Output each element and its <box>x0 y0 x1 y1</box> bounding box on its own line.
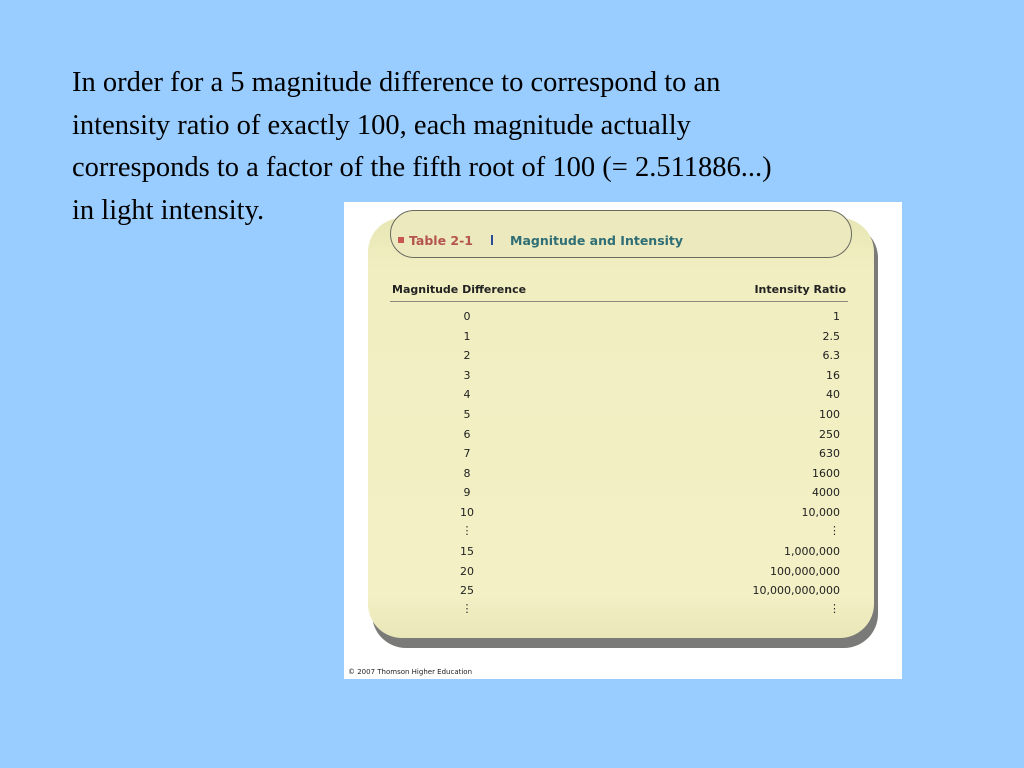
table-title: Magnitude and Intensity <box>510 232 684 248</box>
intensity-ratio-cell: 4000 <box>812 486 840 500</box>
table-body <box>344 310 902 624</box>
table-row <box>344 447 902 467</box>
square-bullet-icon <box>398 237 404 243</box>
intensity-ratio-cell: 100 <box>819 407 840 421</box>
intensity-ratio-cell: ⋮ <box>829 523 840 537</box>
magnitude-table-figure <box>344 202 902 679</box>
magnitude-cell: 1 <box>463 329 471 343</box>
intensity-ratio-cell: 10,000 <box>801 505 840 519</box>
table-row <box>344 506 902 526</box>
intensity-ratio-cell: 100,000,000 <box>770 564 840 578</box>
intensity-ratio-cell: 40 <box>826 388 840 402</box>
intensity-ratio-cell: 16 <box>826 368 840 382</box>
table-number: Table 2-1 <box>409 232 473 248</box>
intensity-ratio-cell: 2.5 <box>822 329 840 343</box>
table-row <box>344 349 902 369</box>
table-row <box>344 486 902 506</box>
magnitude-cell: 10 <box>460 505 474 519</box>
magnitude-cell: 0 <box>463 310 471 323</box>
vertical-bar-icon <box>491 235 493 245</box>
table-row <box>344 408 902 428</box>
magnitude-cell: 9 <box>463 486 471 500</box>
table-row <box>344 428 902 448</box>
column-header-intensity: Intensity Ratio <box>754 283 846 296</box>
table-row <box>344 330 902 350</box>
magnitude-cell: ⋮ <box>461 601 473 615</box>
intensity-ratio-cell: 630 <box>819 447 840 461</box>
table-row <box>344 369 902 389</box>
magnitude-cell: 25 <box>460 584 474 598</box>
column-header-magnitude: Magnitude Difference <box>392 283 527 296</box>
table-row <box>344 467 902 487</box>
intro-line: in light intensity. <box>72 194 265 226</box>
intensity-ratio-cell: ⋮ <box>829 601 840 615</box>
magnitude-cell: 3 <box>463 368 471 382</box>
intensity-ratio-cell: 1,000,000 <box>784 545 840 559</box>
copyright-credit: © 2007 Thomson Higher Education <box>348 668 473 676</box>
magnitude-cell: 4 <box>463 388 471 402</box>
header-divider <box>390 301 848 302</box>
table-title-row <box>398 230 683 250</box>
table-row <box>344 601 902 624</box>
table-row <box>344 310 902 330</box>
magnitude-cell: ⋮ <box>461 523 473 537</box>
table-row <box>344 545 902 565</box>
intensity-ratio-cell: 1600 <box>812 466 840 480</box>
intensity-ratio-cell: 1 <box>833 310 840 323</box>
intro-line: corresponds to a factor of the fifth root of 100 (= 2.511886...) <box>72 152 772 183</box>
intensity-ratio-cell: 250 <box>819 427 840 441</box>
intensity-ratio-cell: 6.3 <box>822 349 840 363</box>
table-row <box>344 584 902 604</box>
intensity-ratio-cell: 10,000,000,000 <box>752 584 840 598</box>
magnitude-cell: 7 <box>463 447 471 461</box>
magnitude-cell: 20 <box>460 564 474 578</box>
intro-line: intensity ratio of exactly 100, each magnitude actually <box>72 109 691 141</box>
magnitude-cell: 2 <box>463 349 471 363</box>
table-row <box>344 388 902 408</box>
magnitude-cell: 8 <box>463 466 471 480</box>
magnitude-cell: 6 <box>463 427 471 441</box>
intro-line: In order for a 5 magnitude difference to correspond to an <box>72 67 721 98</box>
table-row <box>344 565 902 585</box>
magnitude-cell: 5 <box>463 407 471 421</box>
magnitude-cell: 15 <box>460 545 474 559</box>
table-row <box>344 523 902 546</box>
